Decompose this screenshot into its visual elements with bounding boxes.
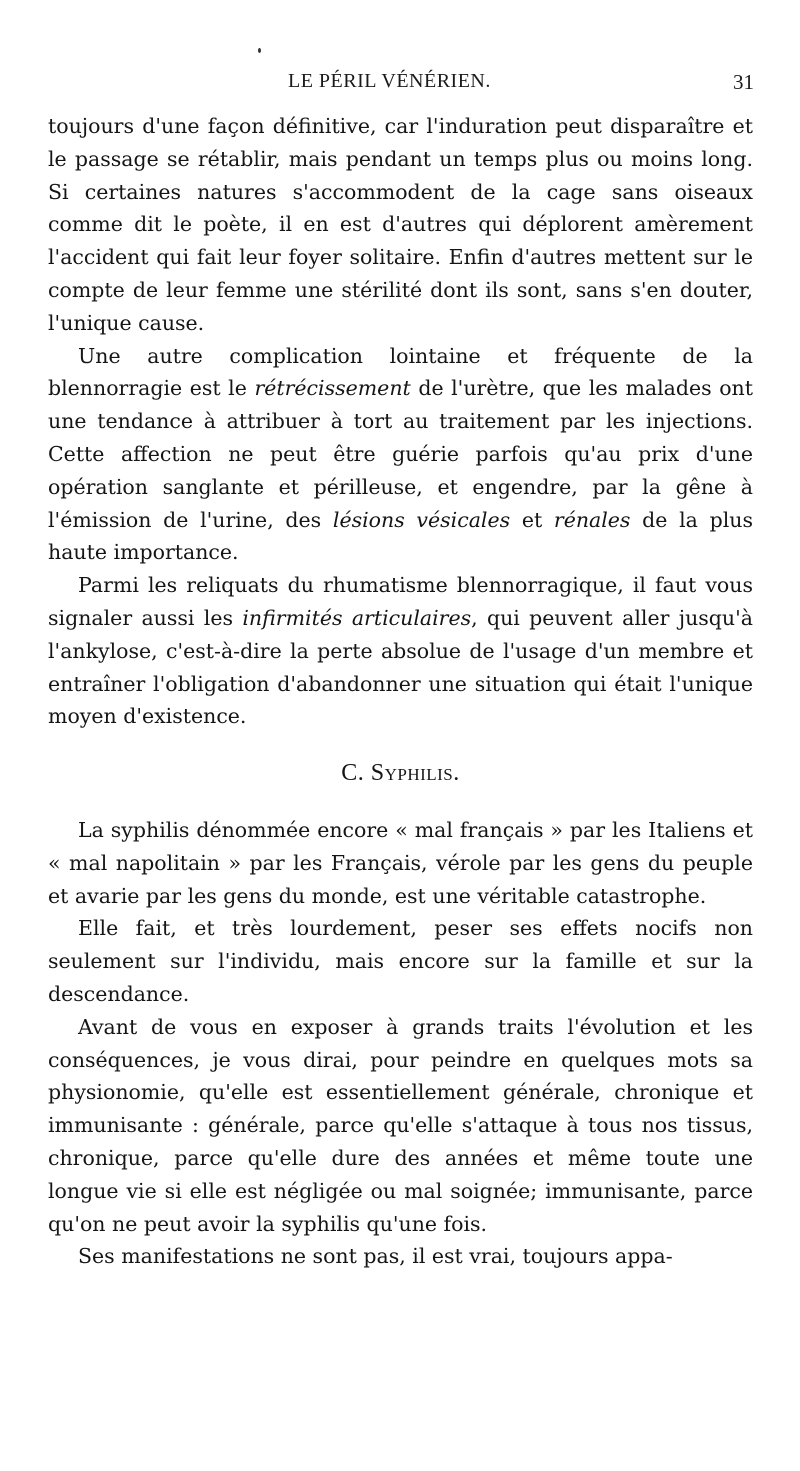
text-run: Une autre complication lointaine et fréquente de la blennorragie est le <box>48 343 753 401</box>
italic-term: infirmités articulaires <box>242 605 472 630</box>
page-header <box>48 70 754 100</box>
text-run: Parmi les reliquats du rhumatisme blennorragique, il faut vous signaler aussi les <box>48 573 753 630</box>
print-speck <box>258 48 261 53</box>
paragraph-physionomie: Avant de vous en exposer à grands traits l'évolution et les conséquences, je vous dirai, pour peindre en quelques mots sa physionomie, qu'elle est essentiellement générale, chronique et immunisante : générale, parce qu'elle s'attaque à tous nos tissus, chronique, parce qu'elle dure des années et même toute une longue vie si elle est négligée ou mal soignée; immunisante, parce qu'on ne peut avoir la syphilis qu'une fois. <box>48 1014 753 1236</box>
text-run: , qui peuvent aller jusqu'à l'ankylose, c'est-à-dire la perte absolue de l'usage d'un membre et entraîner l'obligation d'abandonner une situation qui était l'unique moyen d'existence. <box>48 605 753 729</box>
paragraph-manifestations: Ses manifestations ne sont pas, il est vrai, toujours appa- <box>78 1244 673 1269</box>
paragraph-syphilis-definition: La syphilis dénommée encore « mal français » par les Italiens et « mal napolitain » par les Français, vérole par les gens du peuple et avarie par les gens du monde, est une véritable catastrophe. <box>48 817 753 908</box>
running-title: LE PÉRIL VÉNÉRIEN. <box>288 70 491 92</box>
text-run: de l'urètre, que les malades ont une tendance à attribuer à tort au traitement par les injections. Cette affection ne peut être guérie parfois qu'au prix d'une opération sanglante et périlleuse, et engendre, par la gêne à l'émission de l'urine, des <box>48 376 754 532</box>
text-run: et <box>510 507 554 532</box>
page-number: 31 <box>733 70 754 94</box>
italic-term: rénales <box>553 507 631 532</box>
section-heading <box>48 757 753 790</box>
italic-term: rétrécissement <box>254 376 411 401</box>
section-letter: C. <box>341 760 365 787</box>
italic-term: lésions vésicales <box>332 507 511 532</box>
paragraph-rhumatisme <box>48 569 753 733</box>
paragraph-effets: Elle fait, et très lourdement, peser ses effets nocifs non seulement sur l'individu, mais encore sur la famille et sur la descendance. <box>48 916 753 1006</box>
text-run: de la plus haute importance. <box>48 507 753 565</box>
paragraph-complication <box>48 340 753 570</box>
body-text <box>48 110 753 1273</box>
paragraph-continuation: toujours d'une façon définitive, car l'induration peut disparaître et le passage se rétablir, mais pendant un temps plus ou moins long. Si certaines natures s'accommodent de la cage sans oiseaux comme dit le poète, il en est d'autres qui déplorent amèrement l'accident qui fait leur foyer solitaire. Enfin d'autres mettent sur le compte de leur femme une stérilité dont ils sont, sans s'en douter, l'unique cause. <box>48 114 753 335</box>
section-title: Syphilis. <box>370 760 460 787</box>
